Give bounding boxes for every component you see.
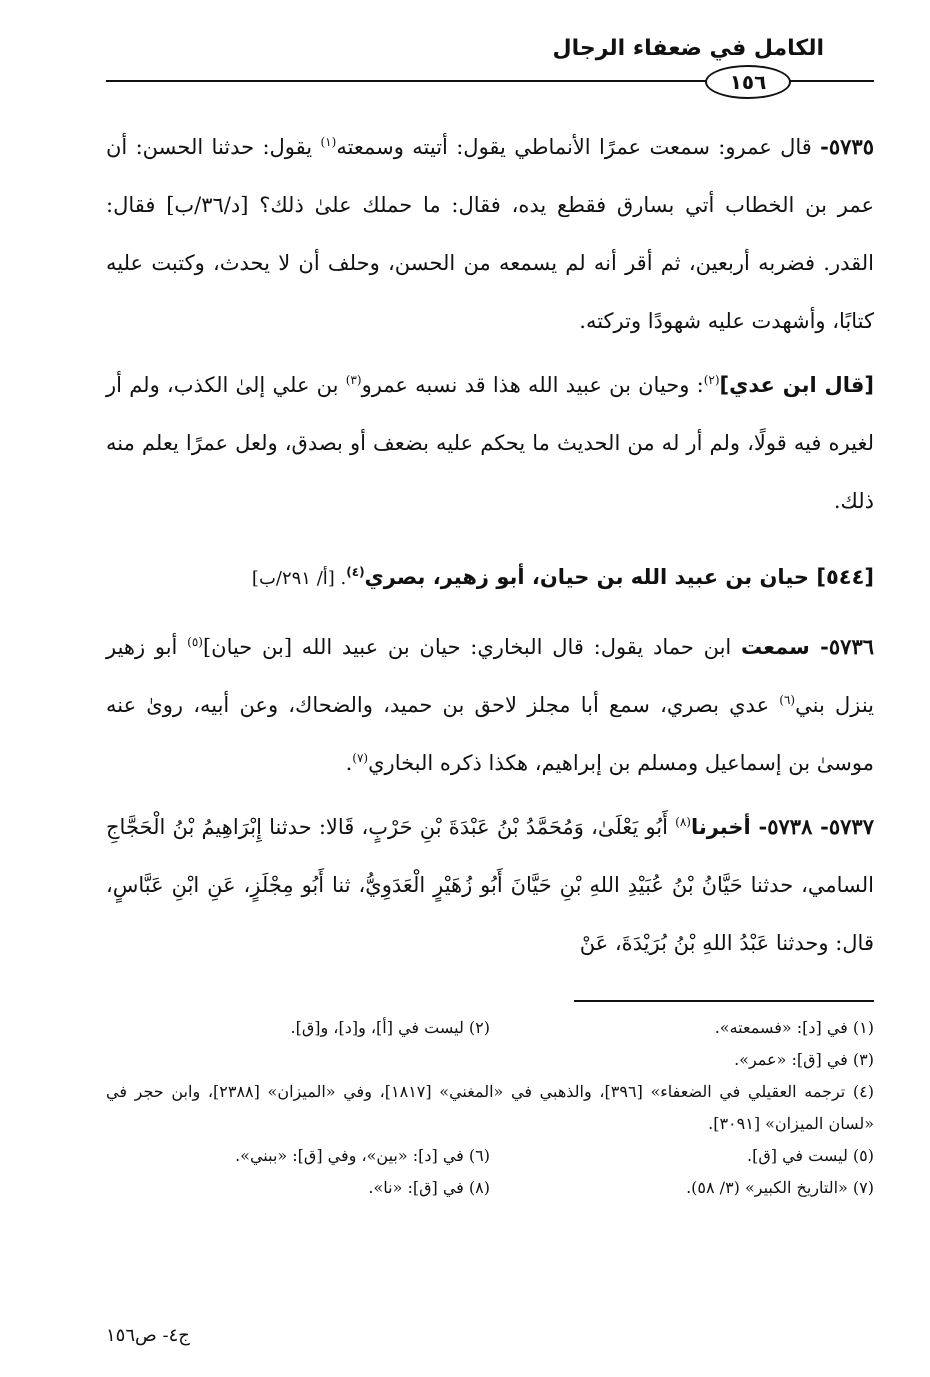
footnote-separator (574, 1000, 874, 1002)
hadith-number: ٥٧٣٦- (820, 634, 875, 659)
footnote-4: (٤) ترجمه العقيلي في الضعفاء» [٣٩٦]، والذهبي في «المغني» [١٨١٧]، وفي «الميزان» [٢٣٨٨]، وابن حجر في «لسان الميزان» [٣٠٩١]. (106, 1082, 875, 1133)
running-title: الكامل في ضعفاء الرجال (552, 36, 824, 61)
text-segment: يقول: حدثنا الحسن: أن عمر بن الخطاب أتي بسارق فقطع يده، فقال: ما حملك علىٰ ذلك؟ [د/٣٦/ب] فقال: القدر. فضربه أربعين، ثم أقر أنه لم يسمعه من الحسن، وحلف أن لا يحدث، وكتبت عليه كتابًا، وأشهدت عليه شهودًا وتركته. (106, 135, 874, 333)
footnote-row (106, 1044, 874, 1076)
footnote-row (106, 1140, 874, 1172)
footnotes (106, 1012, 874, 1204)
footnote-5: (٥) ليست في [ق]. (747, 1146, 874, 1165)
paragraph-5736 (106, 618, 874, 792)
paragraph-5737 (106, 798, 874, 972)
text-segment: قال عمرو: سمعت عمرًا الأنماطي يقول: أتيته وسمعته (336, 135, 821, 159)
footnote-ref[interactable]: (٢) (703, 373, 720, 387)
text-segment: بن علي إلىٰ الكذب، ولم أر لغيره فيه قولًا، ولم أر له من الحديث ما يحكم عليه بضعف أو بصدق، ولعل عمرًا يعلم منه ذلك. (106, 373, 874, 513)
hadith-number: ٥٧٣٧- ٥٧٣٨- (758, 814, 874, 839)
text-segment: أَبُو يَعْلَىٰ، وَمُحَمَّدُ بْنُ عَبْدَةَ بْنِ حَرْبٍ، قَالا: حدثنا إِبْرَاهِيمُ بْنُ الْحَجَّاجِ السامي، حدثنا حَيَّانُ بْنُ عُبَيْدِ اللهِ بْنِ حَيَّانَ أَبُو زُهَيْرٍ الْعَدَوِيُّ، ثنا أَبُو مِجْلَزٍ، عَنِ ابْنِ عَبَّاسٍ، قال: وحدثنا عَبْدُ اللهِ بْنُ بُرَيْدَةَ، عَنْ (106, 815, 874, 955)
page-number (705, 65, 791, 99)
footnote-6: (٦) في [د]: «بين»، وفي [ق]: «ببني». (235, 1146, 490, 1165)
text-segment: ابن حماد يقول: قال البخاري: حيان بن عبيد الله [بن حيان] (202, 635, 741, 659)
footnote-ref[interactable]: (٨) (675, 815, 691, 829)
footnote-ref[interactable]: (٥) (187, 635, 203, 649)
paragraph-ibn-adi (106, 356, 874, 530)
page-number-text: ١٥٦ (729, 70, 767, 94)
paragraph-5735 (106, 118, 874, 350)
manuscript-ref: . [أ/ ٢٩١/ب] (251, 568, 347, 589)
main-text (106, 118, 874, 972)
entry-title-text: [٥٤٤] حيان بن عبيد الله بن حيان، أبو زهير، بصري (364, 565, 874, 589)
footnote-ref[interactable]: (٦) (779, 693, 796, 707)
footnote-ref[interactable]: (٤) (346, 565, 365, 579)
entry-heading (106, 548, 874, 608)
footnote-row (106, 1076, 874, 1140)
text-segment: أبو زهير ينزل بني (106, 635, 875, 717)
text-segment: . (345, 751, 353, 775)
footnote-ref[interactable]: (٣) (345, 373, 362, 387)
footnote-ref[interactable]: (١) (320, 135, 337, 149)
footnote-row (106, 1172, 874, 1204)
footnote-2: (٢) ليست في [أ]، و[د]، و[ق]. (290, 1018, 490, 1037)
footnote-1: (١) في [د]: «فسمعته». (714, 1018, 874, 1037)
footnote-3: (٣) في [ق]: «عمر». (734, 1050, 874, 1069)
footnote-ref[interactable]: (٧) (352, 751, 369, 765)
footnote-row (106, 1012, 874, 1044)
bold-phrase: [قال ابن عدي] (719, 373, 874, 397)
bold-phrase: سمعت (740, 635, 821, 659)
text-segment: : وحيان بن عبيد الله هذا قد نسبه عمرو (361, 373, 704, 397)
hadith-number: ٥٧٣٥- (820, 134, 874, 159)
footnote-8: (٨) في [ق]: «نا». (368, 1178, 490, 1197)
footnote-7: (٧) «التاريخ الكبير» (٣/ ٥٨). (686, 1178, 874, 1197)
text-segment: عدي بصري، سمع أبا مجلز لاحق بن حميد، والضحاك، وعن أبيه، روىٰ عنه موسىٰ بن إسماعيل ومسلم بن إبراهيم، هكذا ذكره البخاري (106, 693, 874, 775)
page-footer: ج٤- ص١٥٦ (106, 1325, 190, 1346)
bold-phrase: أخبرنا (690, 815, 759, 839)
